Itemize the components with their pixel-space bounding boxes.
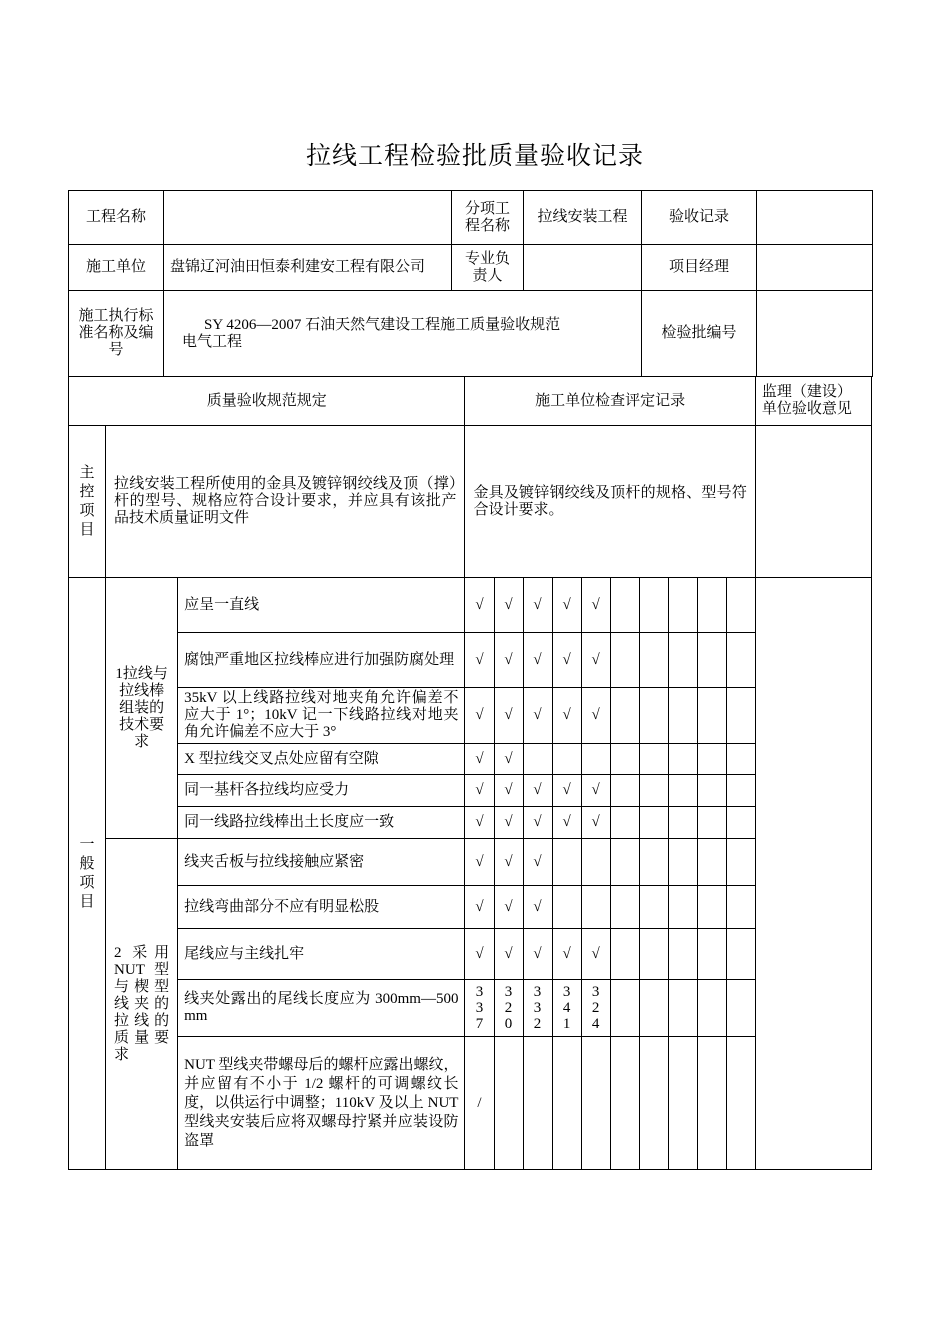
project-name-value (164, 191, 452, 245)
main-control-label: 主控项目 (69, 426, 106, 578)
check-mark (697, 929, 726, 980)
check-mark (668, 775, 697, 807)
column-check-header: 施工单位检查评定记录 (465, 377, 755, 426)
check-mark: √ (552, 929, 581, 980)
subproject-value: 拉线安装工程 (524, 191, 642, 245)
item-text: 线夹处露出的尾线长度应为 300mm—500mm (178, 980, 465, 1037)
check-mark: √ (465, 807, 494, 839)
standard-label: 施工执行标准名称及编号 (69, 291, 164, 377)
check-mark: √ (523, 807, 552, 839)
main-control-supervision (755, 426, 871, 578)
group1-label: 1拉线与拉线棒组装的技术要求 (106, 578, 178, 839)
check-mark (668, 807, 697, 839)
column-spec-header: 质量验收规范规定 (69, 377, 465, 426)
construction-unit-value: 盘锦辽河油田恒泰利建安工程有限公司 (164, 245, 452, 291)
check-mark (639, 744, 668, 775)
check-mark: √ (494, 688, 523, 744)
check-mark (697, 688, 726, 744)
item-text: 线夹舌板与拉线接触应紧密 (178, 839, 465, 886)
item-text: X 型拉线交叉点处应留有空隙 (178, 744, 465, 775)
check-mark: √ (494, 839, 523, 886)
batch-no-label: 检验批编号 (642, 291, 757, 377)
check-mark (726, 578, 755, 633)
table-row (69, 688, 872, 744)
check-mark (639, 839, 668, 886)
table-row (69, 633, 872, 688)
check-mark (726, 886, 755, 929)
check-mark: √ (523, 775, 552, 807)
check-mark (581, 744, 610, 775)
check-mark (697, 980, 726, 1037)
check-mark (610, 807, 639, 839)
item-text: 35kV 以上线路拉线对地夹角允许偏差不应大于 1°；10kV 记一下线路拉线对地夹角允许偏差不应大于 3° (178, 688, 465, 744)
check-mark: √ (523, 839, 552, 886)
group2-label: 2 采用 NUT 型与楔型线夹的拉线的质量要求 (106, 839, 178, 1170)
pm-label: 项目经理 (642, 245, 757, 291)
check-mark (639, 688, 668, 744)
measure-value: 3 2 0 (494, 980, 523, 1037)
check-mark (668, 886, 697, 929)
check-mark: √ (494, 633, 523, 688)
table-row (69, 886, 872, 929)
check-mark (610, 744, 639, 775)
page-title: 拉线工程检验批质量验收记录 (305, 143, 644, 170)
check-mark (697, 1037, 726, 1170)
check-mark: √ (465, 775, 494, 807)
measure-value: 3 2 4 (581, 980, 610, 1037)
check-mark (726, 633, 755, 688)
check-mark: √ (523, 688, 552, 744)
subproject-label: 分项工程名称 (452, 191, 524, 245)
check-mark (639, 886, 668, 929)
check-mark (668, 633, 697, 688)
check-mark (581, 1037, 610, 1170)
table-row (69, 744, 872, 775)
measure-value: 3 4 1 (552, 980, 581, 1037)
check-mark: √ (465, 886, 494, 929)
check-mark (668, 839, 697, 886)
check-mark (697, 578, 726, 633)
item-text: 尾线应与主线扎牢 (178, 929, 465, 980)
check-mark (668, 688, 697, 744)
responsible-label: 专业负责人 (452, 245, 524, 291)
table-row (69, 807, 872, 839)
check-mark: √ (494, 886, 523, 929)
check-mark (639, 1037, 668, 1170)
check-mark (668, 929, 697, 980)
check-mark (726, 929, 755, 980)
check-mark: √ (581, 578, 610, 633)
check-mark (697, 807, 726, 839)
main-control-spec: 拉线安装工程所使用的金具及镀锌钢绞线及顶（撑）杆的型号、规格应符合设计要求，并应具有该批产品技术质量证明文件 (106, 426, 465, 578)
check-mark (523, 744, 552, 775)
check-mark (726, 807, 755, 839)
check-mark (610, 886, 639, 929)
check-mark: √ (523, 886, 552, 929)
item-text: 腐蚀严重地区拉线棒应进行加强防腐处理 (178, 633, 465, 688)
item-text: 应呈一直线 (178, 578, 465, 633)
check-mark: √ (465, 633, 494, 688)
check-mark (639, 578, 668, 633)
check-mark: √ (494, 775, 523, 807)
check-mark (610, 1037, 639, 1170)
check-mark (639, 807, 668, 839)
check-mark (610, 775, 639, 807)
table-row (69, 839, 872, 886)
check-mark (610, 633, 639, 688)
batch-no-value (757, 291, 873, 377)
measure-value: 3 3 7 (465, 980, 494, 1037)
column-supervision-header: 监理（建设）单位验收意见 (755, 377, 871, 426)
check-mark (610, 980, 639, 1037)
item-text: 拉线弯曲部分不应有明显松股 (178, 886, 465, 929)
check-mark: √ (465, 744, 494, 775)
standard-line-2: 电气工程 (182, 333, 243, 350)
table-row (69, 980, 872, 1037)
check-mark: √ (465, 929, 494, 980)
construction-unit-label: 施工单位 (69, 245, 164, 291)
check-mark (639, 633, 668, 688)
measure-value: 3 3 2 (523, 980, 552, 1037)
check-mark (697, 633, 726, 688)
check-mark (697, 744, 726, 775)
check-mark: √ (494, 807, 523, 839)
check-mark: √ (523, 578, 552, 633)
item-text: 同一线路拉线棒出土长度应一致 (178, 807, 465, 839)
check-mark (581, 839, 610, 886)
check-mark: √ (494, 744, 523, 775)
check-mark: √ (465, 839, 494, 886)
check-mark: √ (465, 578, 494, 633)
check-mark: √ (581, 807, 610, 839)
pm-value (757, 245, 873, 291)
check-mark (552, 1037, 581, 1170)
inspection-table (68, 376, 872, 1170)
check-mark (523, 1037, 552, 1170)
check-mark: √ (581, 633, 610, 688)
check-mark (610, 578, 639, 633)
check-mark (610, 688, 639, 744)
check-mark: √ (581, 775, 610, 807)
project-name-label: 工程名称 (69, 191, 164, 245)
check-mark: √ (552, 578, 581, 633)
table-row (69, 1037, 872, 1170)
check-mark: / (465, 1037, 494, 1170)
standard-value (164, 291, 642, 377)
general-label: 一般项目 (69, 578, 106, 1170)
header-table (68, 190, 873, 377)
check-mark: √ (552, 807, 581, 839)
check-mark: √ (552, 633, 581, 688)
check-mark (726, 775, 755, 807)
table-row (69, 929, 872, 980)
main-control-check: 金具及镀锌钢绞线及顶杆的规格、型号符合设计要求。 (465, 426, 755, 578)
check-mark: √ (523, 633, 552, 688)
check-mark: √ (581, 688, 610, 744)
responsible-value (524, 245, 642, 291)
check-mark: √ (523, 929, 552, 980)
check-mark (668, 980, 697, 1037)
check-mark (726, 744, 755, 775)
check-mark (639, 929, 668, 980)
standard-line-1: SY 4206—2007 石油天然气建设工程施工质量验收规范 (204, 316, 561, 333)
check-mark (581, 886, 610, 929)
check-mark (494, 1037, 523, 1170)
check-mark (639, 775, 668, 807)
check-mark (697, 839, 726, 886)
check-mark (668, 744, 697, 775)
check-mark: √ (494, 929, 523, 980)
check-mark (726, 839, 755, 886)
table-row (69, 578, 872, 633)
general-supervision (755, 578, 871, 1170)
check-mark: √ (581, 929, 610, 980)
check-mark (552, 886, 581, 929)
check-mark (552, 744, 581, 775)
check-mark: √ (465, 688, 494, 744)
check-mark: √ (494, 578, 523, 633)
check-mark (697, 775, 726, 807)
table-row (69, 775, 872, 807)
check-mark: √ (552, 775, 581, 807)
check-mark (726, 980, 755, 1037)
check-mark (697, 886, 726, 929)
check-mark (552, 839, 581, 886)
check-mark (668, 1037, 697, 1170)
check-mark (726, 688, 755, 744)
item-text: 同一基杆各拉线均应受力 (178, 775, 465, 807)
check-mark (639, 980, 668, 1037)
check-mark (610, 839, 639, 886)
item-text: NUT 型线夹带螺母后的螺杆应露出螺纹，并应留有不小于 1/2 螺杆的可调螺纹长度，以供运行中调整；110kV 及以上 NUT 型线夹安装后应将双螺母拧紧并应装设防盗罩 (178, 1037, 465, 1170)
acceptance-record-label: 验收记录 (642, 191, 757, 245)
check-mark (610, 929, 639, 980)
check-mark (668, 578, 697, 633)
check-mark: √ (552, 688, 581, 744)
check-mark (726, 1037, 755, 1170)
acceptance-record-value (757, 191, 873, 245)
